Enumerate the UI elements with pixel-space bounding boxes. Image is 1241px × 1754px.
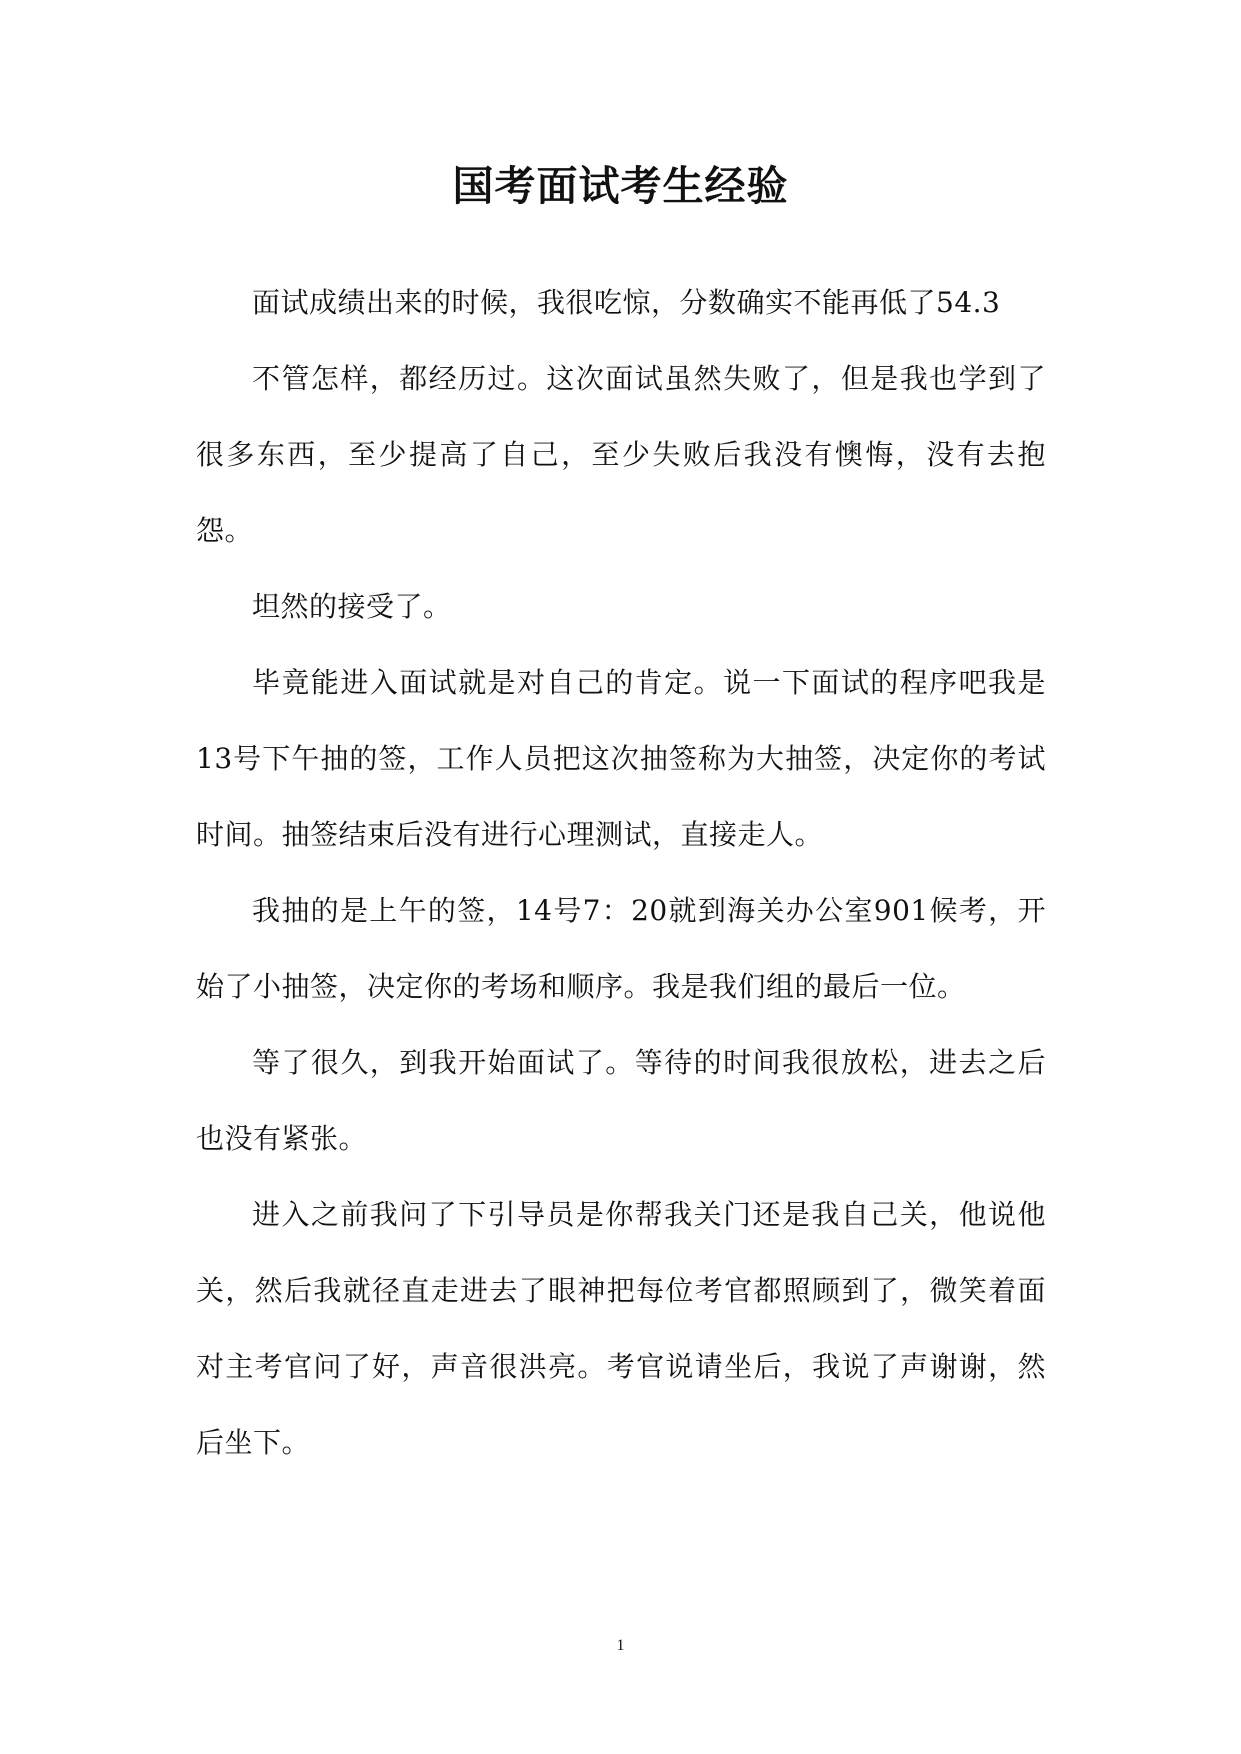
document-body: [196, 265, 1046, 1481]
paragraph-2: 不管怎样，都经历过。这次面试虽然失败了，但是我也学到了很多东西，至少提高了自己，至少失败后我没有懊悔，没有去抱怨。: [196, 362, 1046, 547]
paragraph-5: 我抽的是上午的签，14号7：20就到海关办公室901候考，开始了小抽签，决定你的考场和顺序。我是我们组的最后一位。: [196, 894, 1046, 1003]
paragraph-1: 面试成绩出来的时候，我很吃惊，分数确实不能再低了54.3: [252, 286, 1001, 319]
paragraph-4: 毕竟能进入面试就是对自己的肯定。说一下面试的程序吧我是13号下午抽的签，工作人员把这次抽签称为大抽签，决定你的考试时间。抽签结束后没有进行心理测试，直接走人。: [196, 666, 1046, 851]
document-title: 国考面试考生经验: [452, 162, 789, 210]
paragraph-7: 进入之前我问了下引导员是你帮我关门还是我自己关，他说他关，然后我就径直走进去了眼神把每位考官都照顾到了，微笑着面对主考官问了好，声音很洪亮。考官说请坐后，我说了声谢谢，然后坐下。: [196, 1198, 1046, 1459]
page-number: 1: [616, 1637, 625, 1654]
paragraph-3: 坦然的接受了。: [252, 590, 452, 623]
paragraph-6: 等了很久，到我开始面试了。等待的时间我很放松，进去之后也没有紧张。: [196, 1046, 1046, 1155]
